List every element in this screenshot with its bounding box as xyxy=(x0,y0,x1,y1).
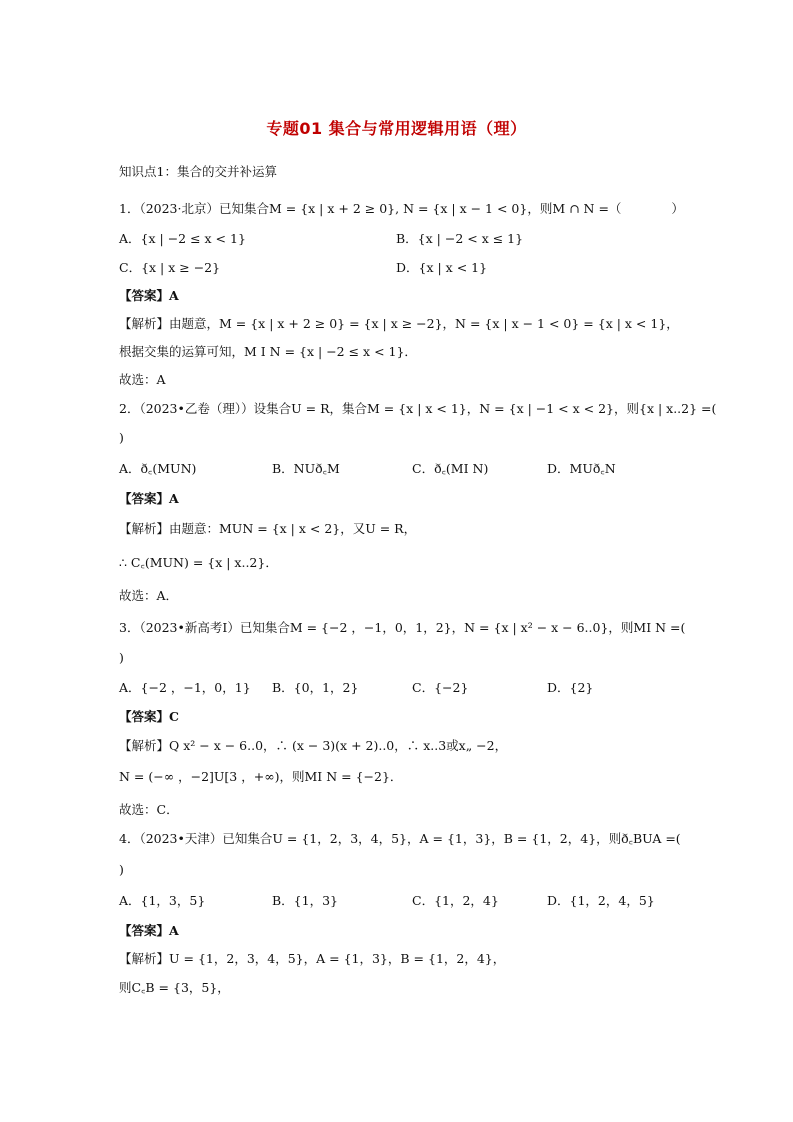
q3-option-b: B．{0，1，2} xyxy=(272,680,359,695)
q3-analysis-2: N = (−∞ ，−2]U[3 ，+∞)，则MI N = {−2}． xyxy=(119,769,403,784)
q4-analysis-2: 则C꜀B = {3，5}， xyxy=(119,980,230,995)
q2-answer: 【答案】A xyxy=(119,491,179,506)
q1-option-a: A．{x | −2 ≤ x < 1} xyxy=(119,231,246,246)
q1-analysis-1: 【解析】由题意，M = {x | x + 2 ≥ 0} = {x | x ≥ −2}，N = {x | x − 1 < 0} = {x | x < 1}， xyxy=(119,316,679,331)
q2-option-b: B．NUð꜀M xyxy=(272,461,340,476)
q4-option-c: C．{1，2，4} xyxy=(412,893,499,908)
q1-analysis-2: 根据交集的运算可知，M I N = {x | −2 ≤ x < 1}． xyxy=(119,344,417,359)
q1-choose: 故选：A xyxy=(119,372,166,387)
q1-option-d: D．{x | x < 1} xyxy=(396,260,488,275)
q2-option-c: C．ð꜀(MI N) xyxy=(412,461,489,476)
q2-analysis-1: 【解析】由题意：MUN = {x | x < 2}，又U = R， xyxy=(119,521,417,536)
q2-stem-1: 2．（2023•乙卷（理））设集合U = R，集合M = {x | x < 1}，N = {x | −1 < x < 2}，则{x | x..2} =( xyxy=(119,401,717,416)
q3-choose: 故选：C． xyxy=(119,802,179,817)
q4-answer: 【答案】A xyxy=(119,923,179,938)
q4-option-b: B．{1，3} xyxy=(272,893,338,908)
q2-option-d: D．MUð꜀N xyxy=(547,461,616,476)
q3-analysis-1: 【解析】Q x² − x − 6..0，∴ (x − 3)(x + 2)..0，∴ x..3或x„ −2， xyxy=(119,738,508,753)
q4-option-a: A．{1，3，5} xyxy=(119,893,206,908)
page-title: 专题01 集合与常用逻辑用语（理） xyxy=(266,119,527,138)
q3-option-a: A．{−2 ，−1，0，1} xyxy=(119,680,251,695)
q1-answer: 【答案】A xyxy=(119,288,179,303)
q2-analysis-2: ∴ C꜀(MUN) = {x | x..2}． xyxy=(119,555,278,570)
q1-option-b: B．{x | −2 < x ≤ 1} xyxy=(396,231,524,246)
q3-stem-1: 3．（2023•新高考Ⅰ）已知集合M = {−2 ，−1，0，1，2}，N = {x | x² − x − 6..0}，则MI N =( xyxy=(119,620,686,635)
q4-option-d: D．{1，2，4，5} xyxy=(547,893,655,908)
q4-analysis-1: 【解析】U = {1，2，3，4，5}，A = {1，3}，B = {1，2，4}， xyxy=(119,951,506,966)
q3-option-d: D．{2} xyxy=(547,680,594,695)
q2-choose: 故选：A． xyxy=(119,588,179,603)
q4-stem-2: ) xyxy=(119,862,124,877)
q1-option-c: C．{x | x ≥ −2} xyxy=(119,260,221,275)
q2-option-a: A．ð꜀(MUN) xyxy=(119,461,197,476)
q4-stem-1: 4．（2023•天津）已知集合U = {1，2，3，4，5}，A = {1，3}，B = {1，2，4}，则ð꜀BUA =( xyxy=(119,831,681,846)
q1-stem: 1．（2023·北京）已知集合M = {x | x + 2 ≥ 0}, N = {x | x − 1 < 0}，则M ∩ N =（ ） xyxy=(119,201,684,216)
q3-option-c: C．{−2} xyxy=(412,680,469,695)
q3-stem-2: ) xyxy=(119,650,124,665)
section-heading: 知识点1：集合的交并补运算 xyxy=(119,164,277,179)
q2-stem-2: ) xyxy=(119,430,124,445)
q3-answer: 【答案】C xyxy=(119,709,179,724)
